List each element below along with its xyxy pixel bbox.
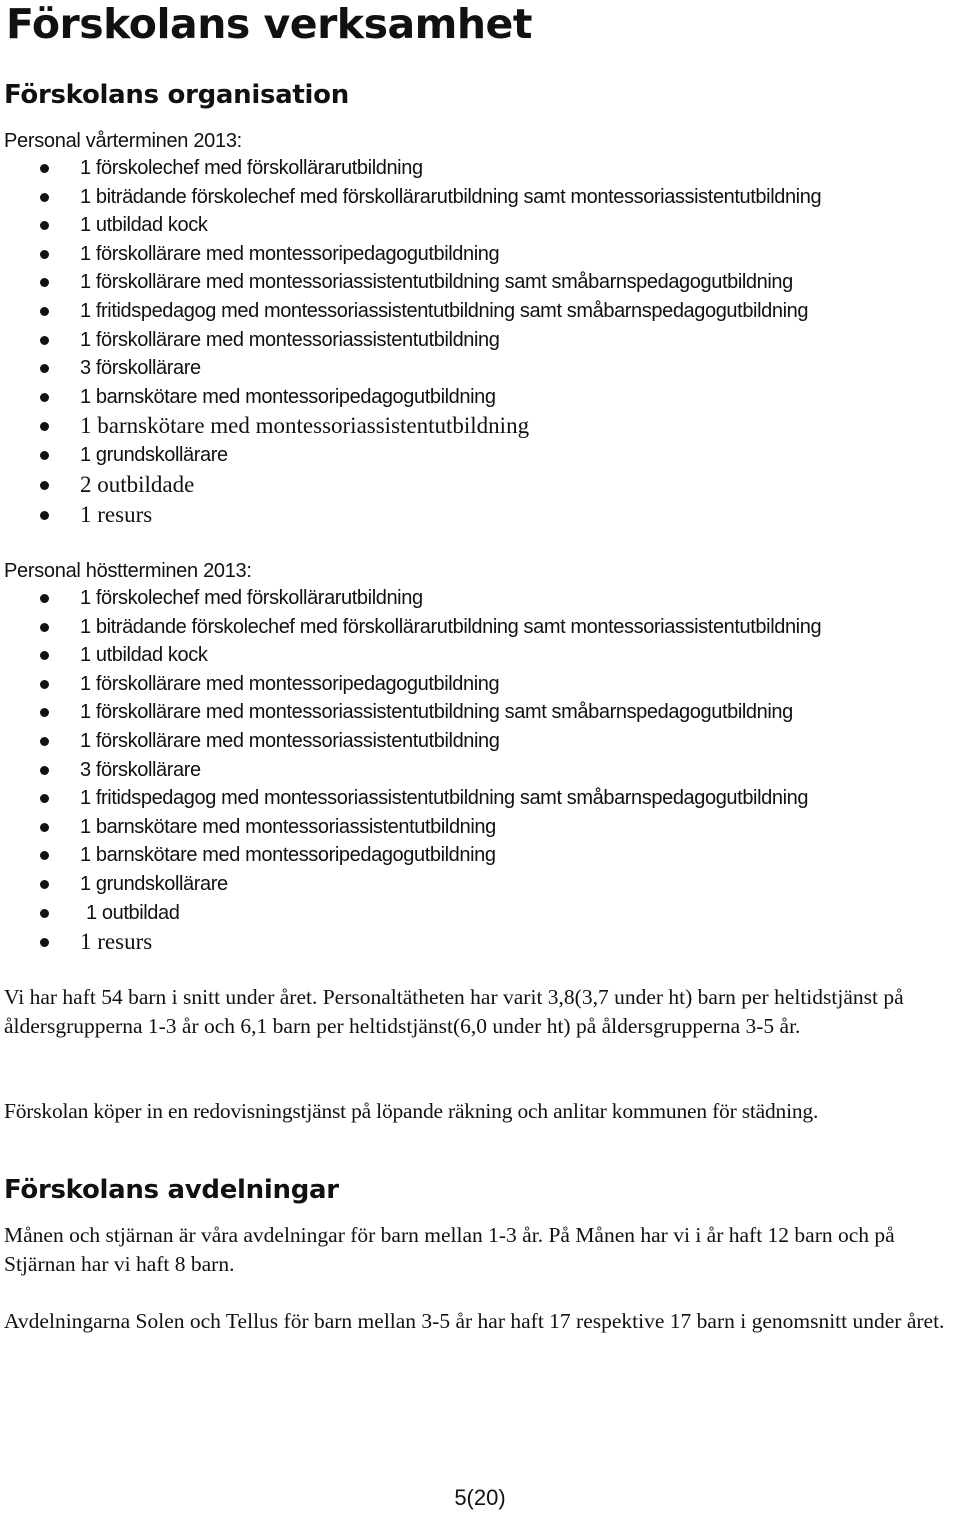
list-item: 1 biträdande förskolechef med förskollärarutbildning samt montessoriassistentutbildning	[0, 613, 821, 642]
list-item: 1 förskollärare med montessoriassistentutbildning	[0, 727, 821, 756]
page-title: Förskolans verksamhet	[6, 0, 532, 48]
list-item: 1 barnskötare med montessoriassistentutbildning	[0, 411, 821, 441]
list-item: 1 förskollärare med montessoriassistentutbildning samt småbarnspedagogutbildning	[0, 268, 821, 297]
list-item: 1 förskollärare med montessoriassistentutbildning samt småbarnspedagogutbildning	[0, 698, 821, 727]
list-item: 1 barnskötare med montessoripedagogutbildning	[0, 841, 821, 870]
spring-staff-list	[0, 154, 821, 530]
list-item: 3 förskollärare	[0, 354, 821, 383]
list-item: 1 förskolechef med förskollärarutbildning	[0, 154, 821, 183]
departments-paragraph-1: Månen och stjärnan är våra avdelningar för barn mellan 1-3 år. På Månen har vi i år haft 12 barn och på Stjärnan har vi haft 8 barn.	[4, 1223, 895, 1276]
list-item: 1 grundskollärare	[0, 870, 821, 899]
list-item: 1 barnskötare med montessoriassistentutbildning	[0, 813, 821, 842]
list-item: 1 förskolechef med förskollärarutbildning	[0, 584, 821, 613]
list-item: 1 fritidspedagog med montessoriassistentutbildning samt småbarnspedagogutbildning	[0, 784, 821, 813]
list-item: 1 resurs	[0, 927, 821, 957]
list-item: 1 fritidspedagog med montessoriassistentutbildning samt småbarnspedagogutbildning	[0, 297, 821, 326]
page-number: 5(20)	[454, 1485, 506, 1510]
spring-staff-label: Personal vårterminen 2013:	[4, 130, 242, 152]
list-item: 1 barnskötare med montessoripedagogutbildning	[0, 383, 821, 412]
list-item: 1 resurs	[0, 500, 821, 530]
list-item: 1 outbildad	[0, 899, 821, 928]
list-item: 3 förskollärare	[0, 756, 821, 785]
departments-paragraph-2: Avdelningarna Solen och Tellus för barn mellan 3-5 år har haft 17 respektive 17 barn i genomsnitt under året.	[4, 1309, 945, 1333]
autumn-staff-list	[0, 584, 821, 957]
section-heading-organisation: Förskolans organisation	[4, 80, 349, 110]
section-heading-avdelningar: Förskolans avdelningar	[4, 1175, 339, 1205]
list-item: 1 utbildad kock	[0, 641, 821, 670]
list-item: 1 förskollärare med montessoriassistentutbildning	[0, 326, 821, 355]
list-item: 1 grundskollärare	[0, 441, 821, 470]
list-item: 1 biträdande förskolechef med förskollärarutbildning samt montessoriassistentutbildning	[0, 183, 821, 212]
staffing-paragraph: Vi har haft 54 barn i snitt under året. Personaltätheten har varit 3,8(3,7 under ht) barn per heltidstjänst på åldersgrupperna 1-3 år och 6,1 barn per heltidstjänst(6,0 under ht) på åldersgrupperna 3-5 år.	[4, 985, 904, 1038]
list-item: 1 förskollärare med montessoripedagogutbildning	[0, 240, 821, 269]
list-item: 1 förskollärare med montessoripedagogutbildning	[0, 670, 821, 699]
autumn-staff-label: Personal höstterminen 2013:	[4, 560, 252, 582]
list-item: 1 utbildad kock	[0, 211, 821, 240]
list-item: 2 outbildade	[0, 470, 821, 500]
services-paragraph: Förskolan köper in en redovisningstjänst på löpande räkning och anlitar kommunen för städning.	[4, 1099, 819, 1123]
